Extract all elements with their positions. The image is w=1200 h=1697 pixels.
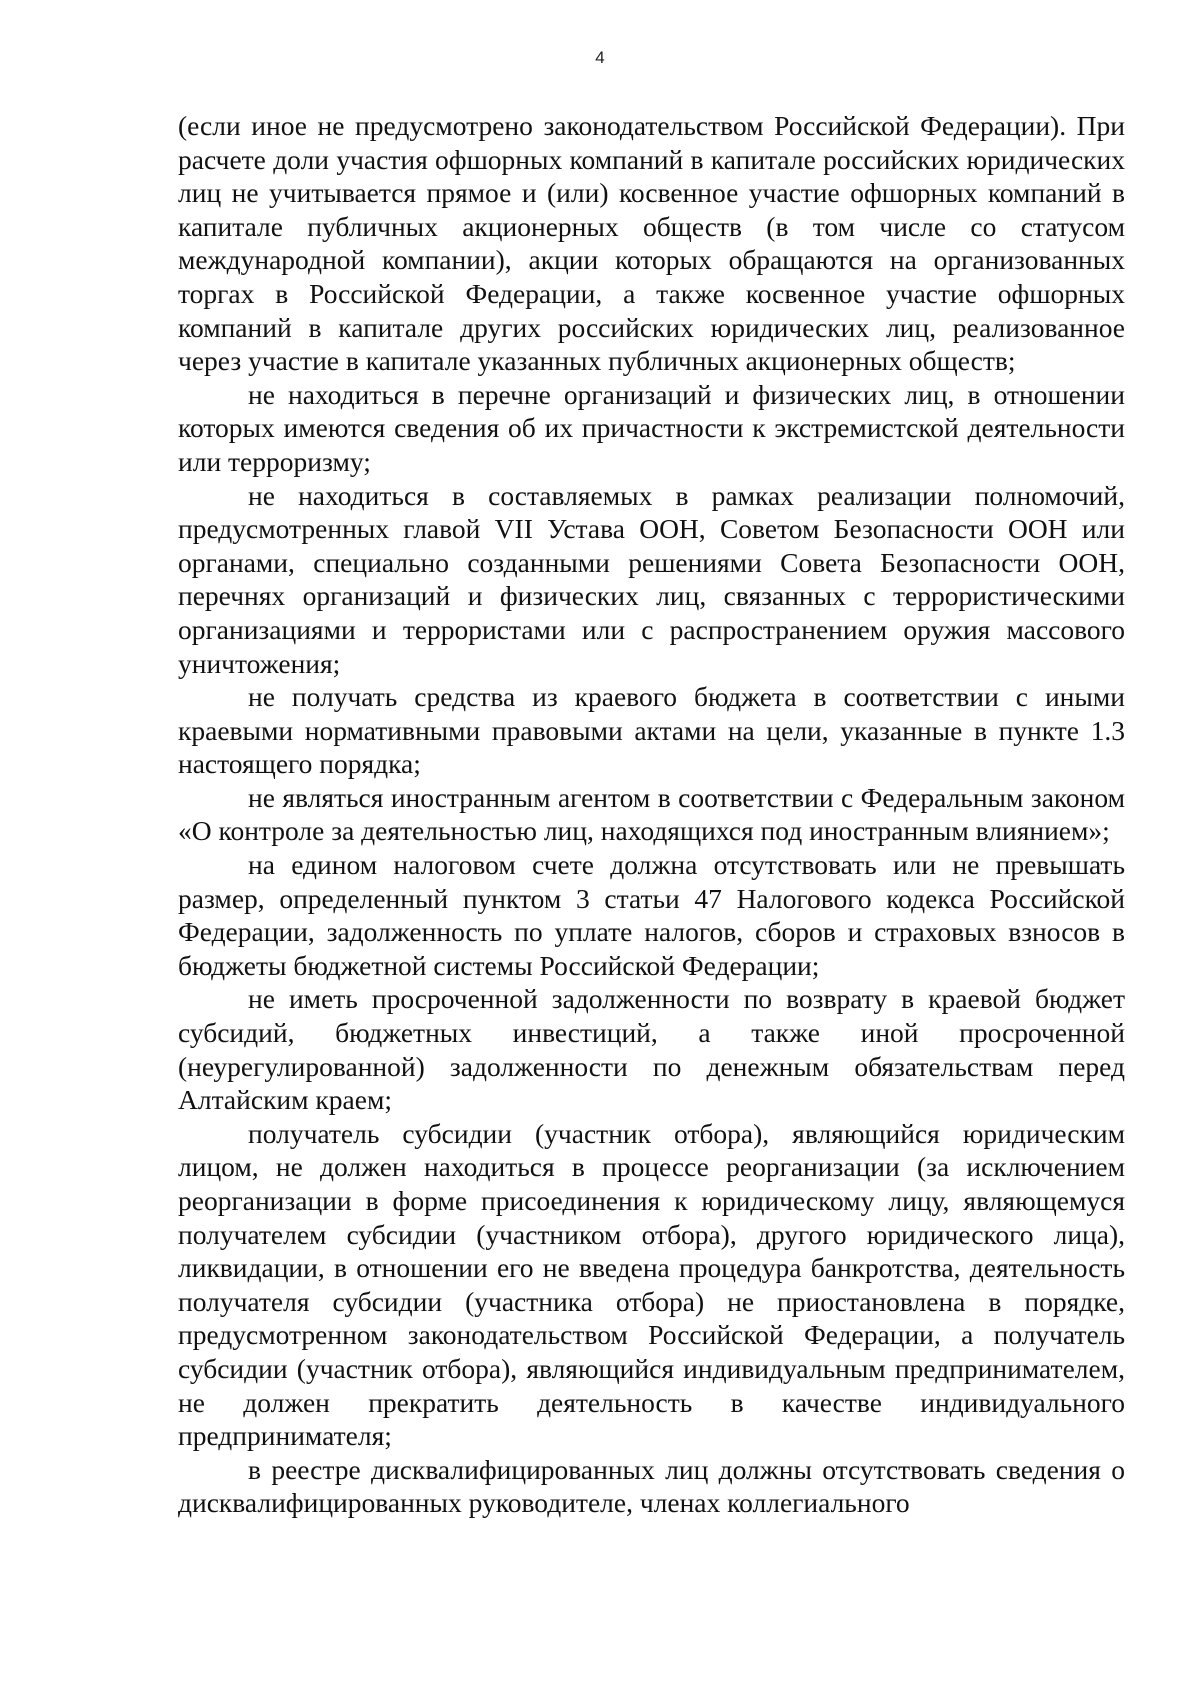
paragraph-extremism-list: не находиться в перечне организаций и физических лиц, в отношении которых имеются сведения об их причастности к экстремистской деятельности или терроризму;: [178, 378, 1125, 477]
paragraph-offshore-participation: (если иное не предусмотрено законодательством Российской Федерации). При расчете доли участия офшорных компаний в капитале российских юридических лиц не учитывается прямое и (или) косвенное участие офшорных компаний в капитале публичных акционерных обществ (в том числе со статусом международной компании), акции которых обращаются на организованных торгах в Российской Федерации, а также косвенное участие офшорных компаний в капитале других российских юридических лиц, реализованное через участие в капитале указанных публичных акционерных обществ;: [178, 110, 1125, 377]
page-number: 4: [595, 48, 605, 67]
paragraph-tax-debt: на едином налоговом счете должна отсутствовать или не превышать размер, определенный пунктом 3 статьи 47 Налогового кодекса Российской Федерации, задолженность по уплате налогов, сборов и страховых взносов в бюджеты бюджетной системы Российской Федерации;: [178, 849, 1125, 981]
document-body: [178, 109, 1125, 1520]
paragraph-un-sanctions-list: не находиться в составляемых в рамках реализации полномочий, предусмотренных главой VII Устава ООН, Советом Безопасности ООН или органами, специально созданными решениями Совета Безопасности ООН, перечнях организаций и физических лиц, связанных с террористическими организациями и террористами или с распространением оружия массового уничтожения;: [178, 479, 1125, 679]
paragraph-overdue-debt: не иметь просроченной задолженности по возврату в краевой бюджет субсидий, бюджетных инвестиций, а также иной просроченной (неурегулированной) задолженности по денежным обязательствам перед Алтайским краем;: [178, 983, 1125, 1116]
paragraph-reorganization: получатель субсидии (участник отбора), являющийся юридическим лицом, не должен находиться в процессе реорганизации (за исключением реорганизации в форме присоединения к юридическому лицу, являющемуся получателем субсидии (участником отбора), другого юридического лица), ликвидации, в отношении его не введена процедура банкротства, деятельность получателя субсидии (участника отбора) не приостановлена в порядке, предусмотренном законодательством Российской Федерации, а получатель субсидии (участник отбора), являющийся индивидуальным предпринимателем, не должен прекратить деятельность в качестве индивидуального предпринимателя;: [178, 1117, 1125, 1452]
paragraph-regional-budget-funds: не получать средства из краевого бюджета в соответствии с иными краевыми нормативными правовыми актами на цели, указанные в пункте 1.3 настоящего порядка;: [178, 681, 1125, 780]
paragraph-disqualified-persons: в реестре дисквалифицированных лиц должны отсутствовать сведения о дисквалифицированных руководителе, членах коллегиального: [178, 1453, 1125, 1519]
paragraph-foreign-agent: не являться иностранным агентом в соответствии с Федеральным законом «О контроле за деятельностью лиц, находящихся под иностранным влиянием»;: [178, 781, 1125, 847]
